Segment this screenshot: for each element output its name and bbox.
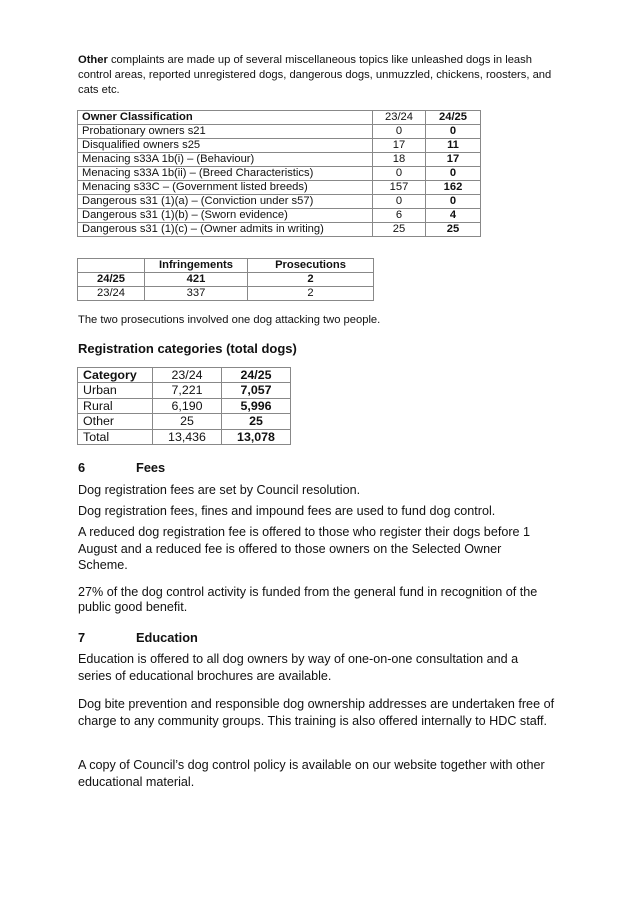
table-row	[78, 398, 291, 413]
education-paragraph: Dog bite prevention and responsible dog ownership addresses are undertaken free of charge to any community groups. This training is also offered internally to HDC staff.	[78, 697, 555, 728]
table-row	[78, 125, 481, 139]
value-2425: 13,078	[222, 429, 291, 444]
value-2425: 162	[426, 181, 481, 195]
value-2425: 5,996	[222, 398, 291, 413]
table-row	[78, 167, 481, 181]
row-label: Menacing s33C – (Government listed breeds)	[78, 181, 373, 195]
fees-paragraph: Dog registration fees are set by Council resolution.	[78, 483, 361, 497]
table-row	[78, 181, 481, 195]
value-2425: 7,057	[222, 383, 291, 398]
table-row	[78, 414, 291, 429]
owner-classification-table	[77, 110, 481, 237]
intro-paragraph	[78, 53, 568, 98]
row-label: Dangerous s31 (1)(c) – (Owner admits in writing)	[78, 223, 373, 237]
table-row	[78, 209, 481, 223]
section-title: Education	[136, 630, 198, 645]
table-header-row	[78, 368, 291, 383]
table-row	[78, 287, 374, 301]
row-label: Dangerous s31 (1)(b) – (Sworn evidence)	[78, 209, 373, 223]
registration-title: Registration categories (total dogs)	[78, 341, 297, 356]
fees-paragraph: 27% of the dog control activity is funded from the general fund in recognition of the public good benefit.	[78, 585, 538, 614]
value-2324: 6	[373, 209, 426, 223]
table-row	[78, 153, 481, 167]
table-row	[78, 273, 374, 287]
header-cell: 23/24	[153, 368, 222, 383]
prosecutions-value: 2	[248, 287, 374, 301]
value-2425: 25	[426, 223, 481, 237]
value-2425: 17	[426, 153, 481, 167]
table-header-row	[78, 111, 481, 125]
value-2425: 4	[426, 209, 481, 223]
header-cell: Owner Classification	[78, 111, 373, 125]
row-label: Disqualified owners s25	[78, 139, 373, 153]
row-label: Other	[78, 414, 153, 429]
row-label: Urban	[78, 383, 153, 398]
fees-paragraph: A reduced dog registration fee is offered to those who register their dogs before 1 August and a reduced fee is offered to those owners on the Selected Owner Scheme.	[78, 525, 531, 572]
value-2324: 18	[373, 153, 426, 167]
table-row	[78, 195, 481, 209]
prosecutions-value: 2	[248, 273, 374, 287]
header-cell: 24/25	[222, 368, 291, 383]
table-row	[78, 383, 291, 398]
registration-table	[77, 367, 291, 445]
row-label: Rural	[78, 398, 153, 413]
table-row	[78, 223, 481, 237]
section-7-heading	[78, 630, 198, 645]
row-label: Menacing s33A 1b(ii) – (Breed Characteristics)	[78, 167, 373, 181]
value-2425: 0	[426, 125, 481, 139]
value-2324: 7,221	[153, 383, 222, 398]
row-label: 23/24	[78, 287, 145, 301]
header-cell: 24/25	[426, 111, 481, 125]
value-2324: 17	[373, 139, 426, 153]
value-2324: 0	[373, 125, 426, 139]
section-number: 7	[78, 630, 86, 645]
header-cell	[78, 259, 145, 273]
row-label: Total	[78, 429, 153, 444]
infringements-value: 337	[145, 287, 248, 301]
table-header-row	[78, 259, 374, 273]
value-2425: 0	[426, 167, 481, 181]
value-2324: 25	[373, 223, 426, 237]
header-cell: Infringements	[145, 259, 248, 273]
row-label: Dangerous s31 (1)(a) – (Conviction under s57)	[78, 195, 373, 209]
intro-text: complaints are made up of several miscellaneous topics like unleashed dogs in leash control areas, reported unregistered dogs, dangerous dogs, unmuzzled, chickens, roosters, and cats etc.	[78, 54, 552, 96]
value-2324: 25	[153, 414, 222, 429]
value-2425: 0	[426, 195, 481, 209]
education-paragraph: Education is offered to all dog owners by way of one-on-one consultation and a series of educational brochures are available.	[78, 652, 519, 683]
row-label: 24/25	[78, 273, 145, 287]
header-cell: Prosecutions	[248, 259, 374, 273]
section-number: 6	[78, 460, 86, 475]
row-label: Menacing s33A 1b(i) – (Behaviour)	[78, 153, 373, 167]
fees-paragraph: Dog registration fees, fines and impound fees are used to fund dog control.	[78, 504, 496, 518]
header-cell: 23/24	[373, 111, 426, 125]
value-2324: 0	[373, 167, 426, 181]
value-2324: 157	[373, 181, 426, 195]
table-row	[78, 139, 481, 153]
infringements-value: 421	[145, 273, 248, 287]
value-2425: 11	[426, 139, 481, 153]
prosecution-note: The two prosecutions involved one dog attacking two people.	[78, 314, 381, 326]
section-title: Fees	[136, 460, 166, 475]
value-2425: 25	[222, 414, 291, 429]
value-2324: 0	[373, 195, 426, 209]
header-cell: Category	[78, 368, 153, 383]
education-paragraph: A copy of Council’s dog control policy is available on our website together with other educational material.	[78, 758, 545, 789]
section-6-heading	[78, 460, 165, 475]
infringements-table	[77, 258, 374, 301]
value-2324: 13,436	[153, 429, 222, 444]
table-row	[78, 429, 291, 444]
intro-bold: Other	[78, 54, 108, 66]
row-label: Probationary owners s21	[78, 125, 373, 139]
value-2324: 6,190	[153, 398, 222, 413]
